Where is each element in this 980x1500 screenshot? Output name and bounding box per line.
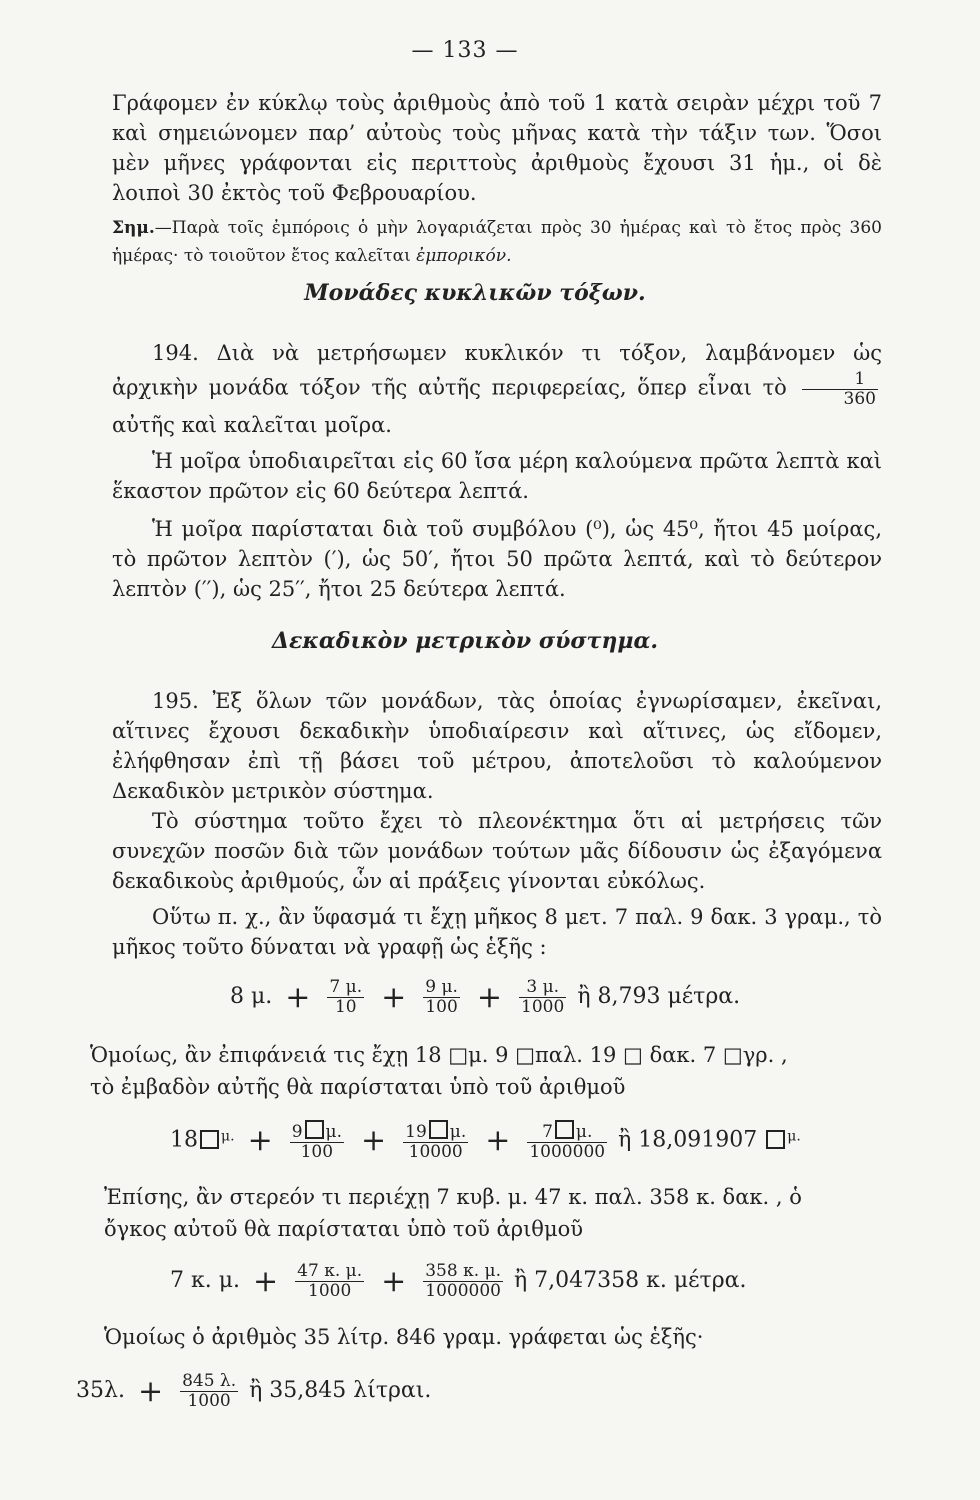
formula-lead: 18 xyxy=(170,1127,198,1153)
formula-length xyxy=(230,978,740,1016)
note-paragraph xyxy=(112,214,882,270)
line-area-example: Ὁμοίως, ἂν ἐπιφάνειά τις ἔχῃ 18 □μ. 9 □παλ. 19 □ δακ. 7 □γρ. , xyxy=(90,1043,788,1067)
p194-end: αὐτῆς καὶ καλεῖται μοῖρα. xyxy=(112,413,392,438)
page-number: — 133 — xyxy=(411,38,519,63)
plus-sign: + xyxy=(285,979,311,1015)
numerator-value: 7 xyxy=(542,1122,553,1142)
paragraph-195: 195. Ἐξ ὅλων τῶν μονάδων, τὰς ὁποίας ἐγνωρίσαμεν, ἐκεῖναι, αἵτινες ἔχουσι δεκαδικὴν ὑποδιαίρεσιν καὶ αἵτινες, ὡς εἴδομεν, ἐλήφθησαν ἐπὶ τῇ βάσει τοῦ μέτρου, ἀποτελοῦσι τὸ καλούμενον Δεκαδικὸν μετρικὸν σύστημα. xyxy=(112,689,882,803)
fraction-denominator: 1000 xyxy=(308,1280,352,1301)
formula-lead: 35λ. xyxy=(76,1378,125,1404)
fraction xyxy=(423,978,460,1016)
numerator-value: 19 xyxy=(405,1122,427,1142)
line-liter-example: Ὁμοίως ὁ ἀριθμὸς 35 λίτρ. 846 γραμ. γράφεται ὡς ἑξῆς· xyxy=(104,1325,704,1349)
fraction-numerator: 1 xyxy=(802,370,878,390)
plus-sign: + xyxy=(137,1373,164,1409)
square-symbol xyxy=(305,1120,324,1139)
fraction xyxy=(295,1262,364,1300)
fraction-denominator: 1000 xyxy=(521,996,565,1017)
line-volume-example: Ἐπίσης, ἂν στερεόν τι περιέχῃ 7 κυβ. μ. 47 κ. παλ. 358 κ. δακ. , ὁ xyxy=(104,1185,802,1209)
paragraph-moira-symbols: Ἡ μοῖρα παρίσταται διὰ τοῦ συμβόλου (⁰), ὡς 45⁰, ἤτοι 45 μοίρας, τὸ πρῶτον λεπτὸν (′), ὡς 50′, ἤτοι 50 πρῶτα λεπτά, καὶ τὸ δεύτερον λεπτὸν (′′), ὡς 25′′, ἤτοι 25 δεύτερα λεπτά. xyxy=(112,517,882,601)
plus-sign: + xyxy=(485,1123,511,1159)
plus-sign: + xyxy=(381,1263,407,1299)
p194-start: 194. Διὰ νὰ μετρήσωμεν κυκλικόν τι τόξον, λαμβάνομεν ὡς ἀρχικὴν μονάδα τόξον τῆς αὐτῆς περιφερείας, ὅπερ εἶναι τὸ xyxy=(112,341,882,400)
unit-label: μ. xyxy=(575,1122,593,1142)
fraction-denominator: 1000000 xyxy=(529,1141,606,1162)
paragraph-moira-subdivision: Ἡ μοῖρα ὑποδιαιρεῖται εἰς 60 ἴσα μέρη καλούμενα πρῶτα λεπτὰ καὶ ἕκαστον πρῶτον εἰς 60 δεύτερα λεπτά. xyxy=(112,449,882,503)
formula-result: ἢ 7,047358 κ. μέτρα. xyxy=(513,1268,747,1294)
note-abbreviation: Σημ. xyxy=(112,218,155,238)
plus-sign: + xyxy=(476,979,503,1015)
fraction xyxy=(290,1120,344,1161)
unit-label: μ. xyxy=(221,1128,235,1145)
square-symbol xyxy=(429,1120,448,1139)
square-symbol xyxy=(555,1120,574,1139)
formula-volume xyxy=(170,1262,747,1300)
fraction-numerator xyxy=(403,1120,468,1143)
plus-sign: + xyxy=(360,1123,387,1159)
fraction-numerator: 7 μ. xyxy=(329,977,363,997)
fraction-numerator: 3 μ. xyxy=(519,978,566,998)
unit-label: μ. xyxy=(449,1122,467,1142)
fraction-denominator: 1000000 xyxy=(425,1280,501,1301)
note-term: ἐμπορικόν. xyxy=(416,246,512,266)
fraction xyxy=(519,978,566,1016)
fraction-numerator: 47 κ. μ. xyxy=(297,1261,363,1281)
fraction-numerator xyxy=(527,1120,607,1143)
fraction-numerator xyxy=(290,1120,344,1143)
note-text: —Παρὰ τοῖς ἐμπόροις ὁ μὴν λογαριάζεται πρὸς 30 ἡμέρας καὶ τὸ ἔτος πρὸς 360 ἡμέρας· τὸ τοιοῦτον ἔτος καλεῖται xyxy=(112,218,882,266)
formula-result: ἢ 18,091907 xyxy=(618,1127,758,1153)
square-symbol xyxy=(200,1130,219,1149)
fraction-denominator: 360 xyxy=(843,388,876,409)
line-area-example-continued: τὸ ἐμβαδὸν αὐτῆς θὰ παρίσταται ὑπὸ τοῦ ἀριθμοῦ xyxy=(90,1075,626,1099)
fraction xyxy=(403,1120,468,1161)
fraction xyxy=(423,1262,503,1300)
fraction-denominator: 100 xyxy=(300,1141,334,1162)
square-symbol xyxy=(766,1130,785,1149)
formula-result: ἢ 8,793 μέτρα. xyxy=(577,984,741,1010)
fraction-denominator: 1000 xyxy=(187,1390,231,1411)
fraction xyxy=(327,978,364,1016)
formula-result: ἢ 35,845 λίτραι. xyxy=(249,1378,432,1404)
unit-label: μ. xyxy=(325,1122,342,1142)
fraction xyxy=(180,1372,238,1410)
fraction-1-360 xyxy=(802,370,878,408)
plus-sign: + xyxy=(247,1123,273,1159)
fraction-numerator: 358 κ. μ. xyxy=(425,1261,501,1281)
plus-sign: + xyxy=(381,979,407,1015)
unit-label: μ. xyxy=(787,1128,801,1145)
section-heading-metric-system: Δεκαδικὸν μετρικὸν σύστημα. xyxy=(271,628,659,654)
plus-sign: + xyxy=(253,1263,279,1299)
formula-lead: 7 κ. μ. xyxy=(170,1268,241,1294)
fraction-numerator: 9 μ. xyxy=(425,977,458,997)
fraction xyxy=(527,1120,607,1161)
formula-lead: 8 μ. xyxy=(230,984,273,1010)
section-heading-arcs: Μονάδες κυκλικῶν τόξων. xyxy=(304,280,646,306)
fraction-denominator: 10 xyxy=(334,996,357,1017)
paragraph-194 xyxy=(112,336,882,442)
formula-area xyxy=(170,1120,801,1161)
intro-paragraph: Γράφομεν ἐν κύκλῳ τοὺς ἀριθμοὺς ἀπὸ τοῦ 1 κατὰ σειρὰν μέχρι τοῦ 7 καὶ σημειώνομεν παρ’ αὐτοὺς τοὺς μῆνας κατὰ τὴν τάξιν των. Ὅσοι μὲν μῆνες γράφονται εἰς περιττοὺς ἀριθμοὺς ἔχουσι 31 ἡμ., οἱ δὲ λοιποὶ 30 ἐκτὸς τοῦ Φεβρουαρίου. xyxy=(112,91,882,205)
fraction-denominator: 10000 xyxy=(408,1141,463,1162)
paragraph-system-advantage: Τὸ σύστημα τοῦτο ἔχει τὸ πλεονέκτημα ὅτι αἱ μετρήσεις τῶν συνεχῶν ποσῶν διὰ τῶν μονάδων τούτων μᾶς δίδουσιν ὡς ἐξαγόμενα δεκαδικοὺς ἀριθμούς, ὧν αἱ πράξεις γίνονται εὐκόλως. xyxy=(112,809,882,893)
fraction-numerator: 845 λ. xyxy=(182,1371,237,1391)
line-volume-example-continued: ὄγκος αὐτοῦ θὰ παρίσταται ὑπὸ τοῦ ἀριθμοῦ xyxy=(104,1217,584,1241)
paragraph-example-length: Οὕτω π. χ., ἂν ὕφασμά τι ἔχῃ μῆκος 8 μετ. 7 παλ. 9 δακ. 3 γραμ., τὸ μῆκος τοῦτο δύναται νὰ γραφῇ ὡς ἑξῆς : xyxy=(112,905,882,959)
fraction-denominator: 100 xyxy=(425,996,458,1017)
formula-liters xyxy=(76,1372,431,1410)
numerator-value: 9 xyxy=(291,1122,303,1142)
